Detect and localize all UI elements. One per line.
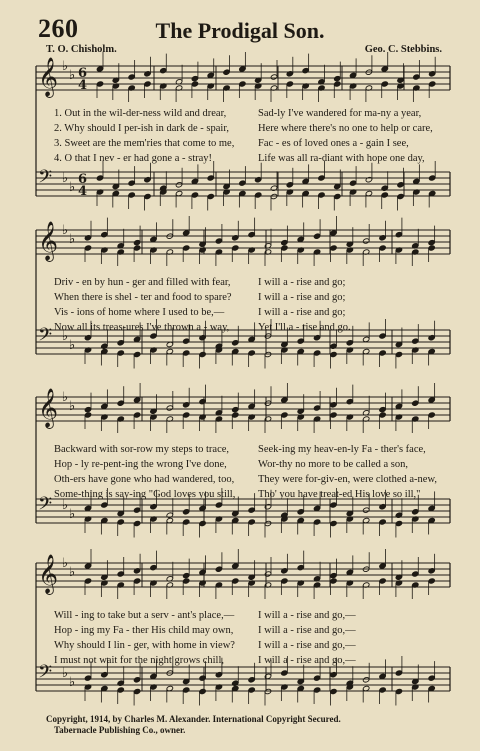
lyric-first-half: 3. Sweet are the mem'ries that come to me,: [54, 138, 235, 149]
note-head: [330, 572, 337, 578]
lyric-first-half: Hop - ing my Fa - ther His child may own,: [54, 625, 234, 636]
time-signature-top: 6: [78, 66, 88, 81]
lyric-verse-line: [34, 623, 450, 638]
flat-icon: ♭: [62, 498, 69, 513]
note-head: [313, 687, 320, 693]
lyric-second-half: Sad-ly I've wandered for ma-ny a year,: [258, 108, 422, 119]
note-head: [248, 677, 255, 683]
note-head: [150, 564, 157, 570]
lyric-first-half: 2. Why should I per-ish in dark de - spair,: [54, 123, 230, 134]
note-head: [395, 670, 402, 676]
lyric-second-half: Yet I'll a - rise and go.: [258, 322, 351, 333]
note-head: [297, 564, 304, 570]
flat-icon: ♭: [69, 399, 76, 414]
note-head: [363, 677, 370, 683]
note-head: [133, 688, 140, 694]
bass-clef-icon: 𝄢: [38, 325, 53, 350]
lyric-first-half: Hop - ly re-pent-ing the wrong I've done,: [54, 459, 227, 470]
lyric-first-half: Driv - en by hun - ger and filled with fear,: [54, 277, 231, 288]
composer-credit: Geo. C. Stebbins.: [364, 44, 442, 55]
lyric-verse-line: [34, 608, 450, 623]
note-head: [133, 578, 140, 584]
lyric-second-half: I will a - rise and go;: [258, 307, 346, 318]
bass-clef-icon: 𝄢: [38, 494, 53, 519]
note-head: [379, 687, 386, 693]
time-signature-bottom: 4: [78, 78, 88, 93]
lyric-second-half: They were for-giv-en, were clothed a-new,: [258, 474, 437, 485]
treble-clef-icon: 𝄞: [38, 388, 59, 428]
note-head: [428, 578, 435, 584]
treble-clef-icon: 𝄞: [38, 554, 59, 594]
lyric-second-half: Life was all ra-diant with hope one day,: [258, 153, 425, 164]
note-head: [84, 578, 91, 584]
lyrics-system-4: [34, 608, 450, 668]
note-head: [215, 566, 222, 572]
flat-icon: ♭: [62, 556, 69, 571]
note-head: [412, 571, 419, 577]
note-head: [215, 672, 222, 678]
flat-icon: ♭: [62, 59, 69, 74]
flat-icon: ♭: [69, 68, 76, 83]
owner-line: Tabernacle Publishing Co., owner.: [54, 725, 186, 735]
note-head: [199, 675, 206, 681]
note-head: [330, 672, 337, 678]
flat-icon: ♭: [69, 180, 76, 195]
flat-icon: ♭: [69, 565, 76, 580]
lyric-first-half: Some-thing is say-ing "God loves you still,: [54, 489, 236, 500]
note-head: [379, 578, 386, 584]
note-head: [183, 572, 190, 578]
flat-icon: ♭: [62, 171, 69, 186]
treble-clef-icon: 𝄞: [38, 221, 59, 261]
note-head: [232, 563, 239, 569]
lyric-first-half: 4. O that I nev - er had gone a - stray!: [54, 153, 213, 164]
lyric-first-half: Vis - ions of home where I used to be,—: [54, 307, 225, 318]
time-signature-top: 6: [78, 172, 88, 187]
bass-clef-icon: 𝄢: [38, 662, 53, 687]
note-head: [199, 688, 206, 694]
lyric-second-half: Fac - es of loved ones a - gain I see,: [258, 138, 409, 149]
note-head: [183, 687, 190, 693]
lyric-first-half: When there is shel - ter and food to spare?: [54, 292, 232, 303]
hymn-number: 260: [38, 14, 79, 43]
flat-icon: ♭: [69, 232, 76, 247]
copyright-line: Copyright, 1914, by Charles M. Alexander. International Copyright Secured.: [46, 714, 341, 724]
note-head: [84, 675, 91, 681]
lyric-first-half: Why should I lin - ger, with home in view?: [54, 640, 235, 651]
lyric-first-half: 1. Out in the wil-der-ness wild and drear,: [54, 108, 227, 119]
lyricist-credit: T. O. Chisholm.: [46, 44, 117, 55]
lyric-second-half: Wor-thy no more to be called a son,: [258, 459, 408, 470]
flat-icon: ♭: [62, 390, 69, 405]
note-head: [101, 672, 108, 678]
lyric-second-half: Here where there's no one to help or care,: [258, 123, 433, 134]
lyric-second-half: I will a - rise and go,—: [258, 625, 356, 636]
lyric-first-half: Backward with sor-row my steps to trace,: [54, 444, 230, 455]
lyric-second-half: I will a - rise and go,—: [258, 610, 356, 621]
flat-icon: ♭: [69, 338, 76, 353]
note-head: [281, 578, 288, 584]
lyric-second-half: Seek-ing my heav-en-ly Fa - ther's face,: [258, 444, 426, 455]
hymn-title: The Prodigal Son.: [155, 18, 325, 43]
treble-clef-icon: 𝄞: [38, 57, 59, 97]
note-head: [330, 688, 337, 694]
note-head: [232, 578, 239, 584]
flat-icon: ♭: [69, 675, 76, 690]
note-head: [428, 675, 435, 681]
note-head: [264, 571, 271, 577]
time-signature-bottom: 4: [78, 184, 88, 199]
note-head: [330, 578, 337, 584]
note-head: [379, 563, 386, 569]
lyric-first-half: Now all its treas-ures I've thrown a - way,: [54, 322, 230, 333]
note-head: [248, 687, 255, 693]
flat-icon: ♭: [62, 223, 69, 238]
note-head: [313, 675, 320, 681]
lyric-second-half: I will a - rise and go,—: [258, 655, 356, 666]
copyright-notice: [46, 714, 341, 736]
note-head: [133, 677, 140, 683]
flat-icon: ♭: [62, 329, 69, 344]
lyric-first-half: Will - ing to take but a serv - ant's place,—: [54, 610, 235, 621]
note-head: [117, 571, 124, 577]
note-head: [264, 688, 271, 694]
lyric-second-half: Tho' you have treat-ed His love so ill,": [258, 489, 421, 500]
flat-icon: ♭: [62, 666, 69, 681]
flat-icon: ♭: [69, 507, 76, 522]
note-head: [117, 687, 124, 693]
note-head: [395, 688, 402, 694]
note-head: [183, 578, 190, 584]
bass-clef-icon: 𝄢: [38, 167, 53, 192]
note-head: [84, 563, 91, 569]
staff-treble: [36, 549, 450, 599]
lyric-second-half: I will a - rise and go,—: [258, 640, 356, 651]
lyric-second-half: I will a - rise and go;: [258, 277, 346, 288]
note-head: [281, 670, 288, 676]
lyric-verse-line: [34, 653, 450, 668]
lyric-verse-line: [34, 638, 450, 653]
lyric-first-half: I must not wait for the night grows chill,: [54, 655, 225, 666]
lyric-second-half: I will a - rise and go;: [258, 292, 346, 303]
lyric-first-half: Oth-ers have gone who had wandered, too,: [54, 474, 235, 485]
